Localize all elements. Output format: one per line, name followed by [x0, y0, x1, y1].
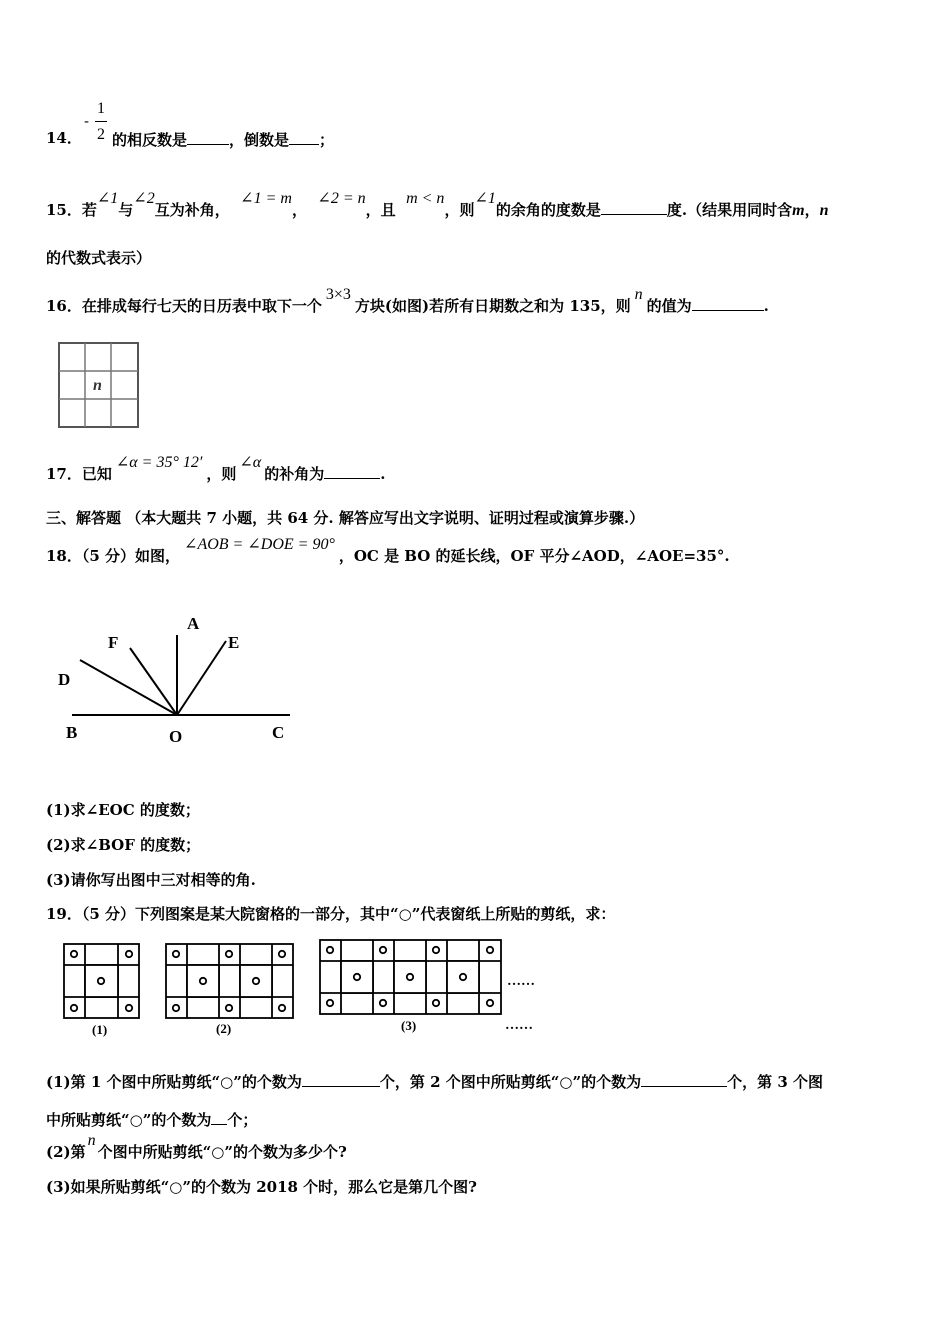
calendar-grid-figure [58, 342, 142, 430]
q18-sub2: (2)求∠BOF 的度数； [46, 836, 201, 854]
label-d: D [58, 670, 71, 689]
q18-expr: ∠AOB = ∠DOE = 90° [184, 536, 335, 553]
caption-3: (3) [401, 1018, 417, 1033]
q14-text: 的相反数是 ，倒数是 ； [112, 128, 334, 150]
caption-1: (1) [92, 1022, 108, 1037]
q15-line2: 的代数式表示） [46, 249, 152, 267]
caption-2: (2) [216, 1021, 232, 1036]
label-e: E [228, 633, 240, 652]
q19-blank-2[interactable] [641, 1070, 727, 1087]
ray-of [130, 648, 177, 715]
window-pattern-figure [58, 936, 548, 1040]
q16-n: n [634, 286, 643, 303]
fraction-bar [95, 121, 107, 122]
label-b: B [66, 723, 78, 742]
q15-blank[interactable] [601, 198, 667, 215]
q16-blank[interactable] [692, 294, 764, 311]
q18-sub1: (1)求∠EOC 的度数； [46, 801, 200, 819]
q17-blank[interactable] [324, 462, 380, 479]
q17-text: 17．已知∠α = 35° 12′，则∠α的补角为 . [46, 454, 386, 483]
ellipsis-2: …… [505, 1018, 533, 1033]
ray-oe [177, 641, 226, 715]
q15-eq2: ∠2 = n [317, 190, 366, 207]
fraction-denominator: 2 [97, 126, 105, 143]
label-o: O [169, 727, 183, 746]
label-f: F [108, 633, 119, 652]
ellipsis-1: …… [507, 974, 535, 989]
q15-angle2: ∠2 [133, 190, 155, 207]
angle-figure [50, 605, 310, 750]
q17-angle: ∠α [239, 454, 262, 471]
q19-sub2: (2)第n个图中所贴剪纸“○”的个数为多少个? [46, 1132, 347, 1161]
label-a: A [187, 614, 200, 633]
q14-blank-reciprocal[interactable] [289, 128, 319, 145]
fraction-numerator: 1 [97, 100, 105, 117]
q18-text: 18．（5 分）如图，∠AOB = ∠DOE = 90°，OC 是 BO 的延长线，OF 平分∠AOD，∠AOE=35°. [46, 536, 730, 565]
q19-sub1-line2: 中所贴剪纸“○”的个数为 个； [46, 1108, 257, 1130]
q15-eq1: ∠1 = m [240, 190, 292, 207]
q15-ineq: m < n [406, 190, 445, 207]
q19-sub1-line1: (1)第 1 个图中所贴剪纸“○”的个数为 个，第 2 个图中所贴剪纸“○”的个数为 个，第 3 个图 [46, 1070, 823, 1092]
q19-sub3: (3)如果所贴剪纸“○”的个数为 2018 个时，那么它是第几个图? [46, 1178, 477, 1196]
calendar-center-n: n [93, 377, 102, 394]
fraction-minus: - [84, 112, 90, 130]
q15-line1: 15．若∠1与∠2互为补角， ∠1 = m， ∠2 = n，且 m < n，则∠1的余角的度数是 度.（结果用同时含m，n [46, 190, 829, 219]
section-3-heading: 三、解答题 （本大题共 7 小题，共 64 分. 解答应写出文字说明、证明过程或演算步骤.） [46, 509, 645, 527]
q16-size: 3×3 [325, 286, 351, 303]
q19-blank-3[interactable] [211, 1108, 227, 1125]
ray-od [80, 660, 177, 715]
q19-blank-1[interactable] [302, 1070, 380, 1087]
q14-number: 14． [46, 129, 82, 147]
pattern-2 [166, 944, 293, 1018]
q17-expr: ∠α = 35° 12′ [115, 454, 203, 471]
q19-text: 19．（5 分）下列图案是某大院窗格的一部分，其中“○”代表窗纸上所贴的剪纸，求： [46, 905, 616, 923]
fraction-neg-half [84, 100, 114, 150]
q19-n: n [87, 1132, 96, 1149]
q15-angle1b: ∠1 [474, 190, 496, 207]
q18-sub3: (3)请你写出图中三对相等的角. [46, 871, 256, 889]
q15-angle1: ∠1 [96, 190, 119, 207]
label-c: C [272, 723, 285, 742]
q16-text: 16．在排成每行七天的日历表中取下一个3×3方块(如图)若所有日期数之和为 135，则n的值为 . [46, 286, 769, 315]
q14-blank-opposite[interactable] [187, 128, 229, 145]
